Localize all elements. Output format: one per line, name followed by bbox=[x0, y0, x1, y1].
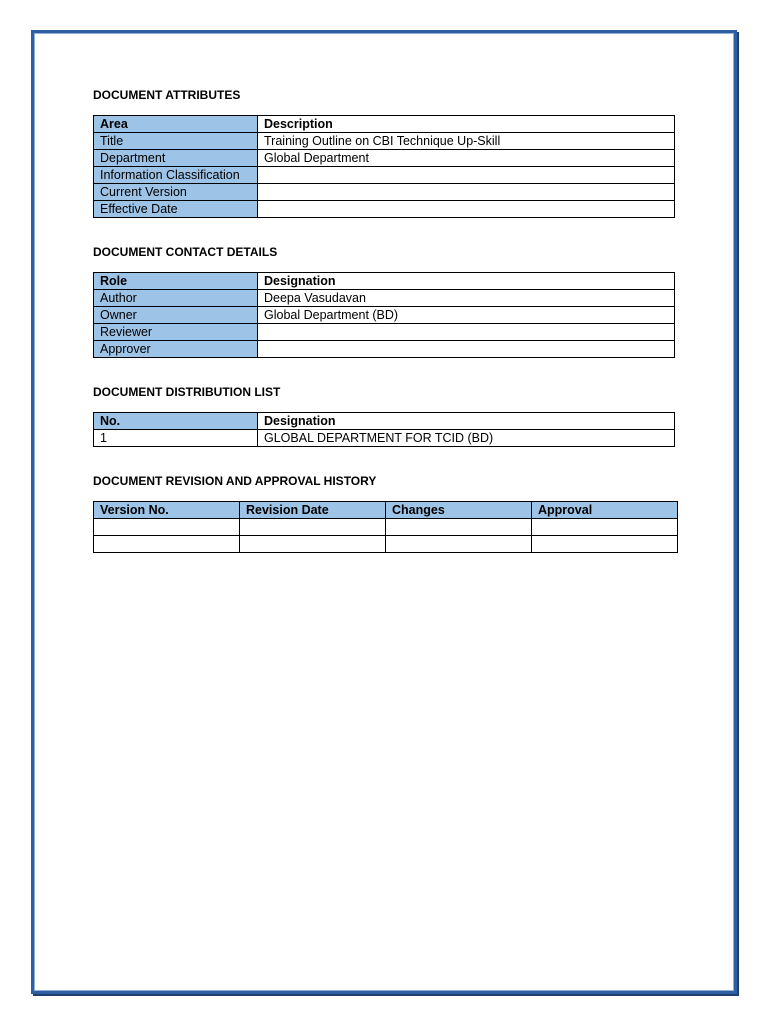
table-row bbox=[94, 341, 675, 358]
table-cell bbox=[386, 536, 532, 553]
row-label: Department bbox=[94, 150, 258, 167]
row-value: 1 bbox=[94, 430, 258, 447]
table-row bbox=[94, 290, 675, 307]
table-header-row bbox=[94, 502, 678, 519]
table-row bbox=[94, 201, 675, 218]
table-row bbox=[94, 324, 675, 341]
table-cell bbox=[240, 536, 386, 553]
header-cell: Approval bbox=[532, 502, 678, 519]
table-row bbox=[94, 167, 675, 184]
table-cell bbox=[94, 519, 240, 536]
distribution-table bbox=[93, 412, 675, 447]
row-label: Owner bbox=[94, 307, 258, 324]
table-header-row bbox=[94, 116, 675, 133]
header-cell: Area bbox=[94, 116, 258, 133]
table-cell bbox=[532, 536, 678, 553]
table-row bbox=[94, 184, 675, 201]
row-value: Deepa Vasudavan bbox=[258, 290, 675, 307]
contacts-table bbox=[93, 272, 675, 358]
table-cell bbox=[240, 519, 386, 536]
row-value bbox=[258, 324, 675, 341]
row-value: Training Outline on CBI Technique Up-Skill bbox=[258, 133, 675, 150]
table-row bbox=[94, 150, 675, 167]
table-row bbox=[94, 536, 678, 553]
header-cell: Designation bbox=[258, 273, 675, 290]
row-value bbox=[258, 184, 675, 201]
table-row bbox=[94, 519, 678, 536]
row-label: Current Version bbox=[94, 184, 258, 201]
header-cell: Version No. bbox=[94, 502, 240, 519]
header-cell: Revision Date bbox=[240, 502, 386, 519]
row-value: Global Department (BD) bbox=[258, 307, 675, 324]
attributes-table bbox=[93, 115, 675, 218]
table-row bbox=[94, 307, 675, 324]
header-cell: Role bbox=[94, 273, 258, 290]
revision-section-title: DOCUMENT REVISION AND APPROVAL HISTORY bbox=[93, 474, 377, 488]
contacts-section-title: DOCUMENT CONTACT DETAILS bbox=[93, 245, 278, 259]
revision-table bbox=[93, 501, 678, 553]
row-label: Effective Date bbox=[94, 201, 258, 218]
distribution-section-title: DOCUMENT DISTRIBUTION LIST bbox=[93, 385, 281, 399]
row-value: GLOBAL DEPARTMENT FOR TCID (BD) bbox=[258, 430, 675, 447]
row-label: Title bbox=[94, 133, 258, 150]
table-cell bbox=[94, 536, 240, 553]
header-cell: Changes bbox=[386, 502, 532, 519]
row-value bbox=[258, 167, 675, 184]
table-header-row bbox=[94, 273, 675, 290]
attributes-section-title: DOCUMENT ATTRIBUTES bbox=[93, 88, 241, 102]
row-label: Author bbox=[94, 290, 258, 307]
table-cell bbox=[532, 519, 678, 536]
table-row bbox=[94, 430, 675, 447]
row-value bbox=[258, 341, 675, 358]
table-row bbox=[94, 133, 675, 150]
row-value: Global Department bbox=[258, 150, 675, 167]
header-cell: Description bbox=[258, 116, 675, 133]
table-cell bbox=[386, 519, 532, 536]
row-label: Information Classification bbox=[94, 167, 258, 184]
table-header-row bbox=[94, 413, 675, 430]
row-label: Reviewer bbox=[94, 324, 258, 341]
row-value bbox=[258, 201, 675, 218]
header-cell: No. bbox=[94, 413, 258, 430]
row-label: Approver bbox=[94, 341, 258, 358]
header-cell: Designation bbox=[258, 413, 675, 430]
